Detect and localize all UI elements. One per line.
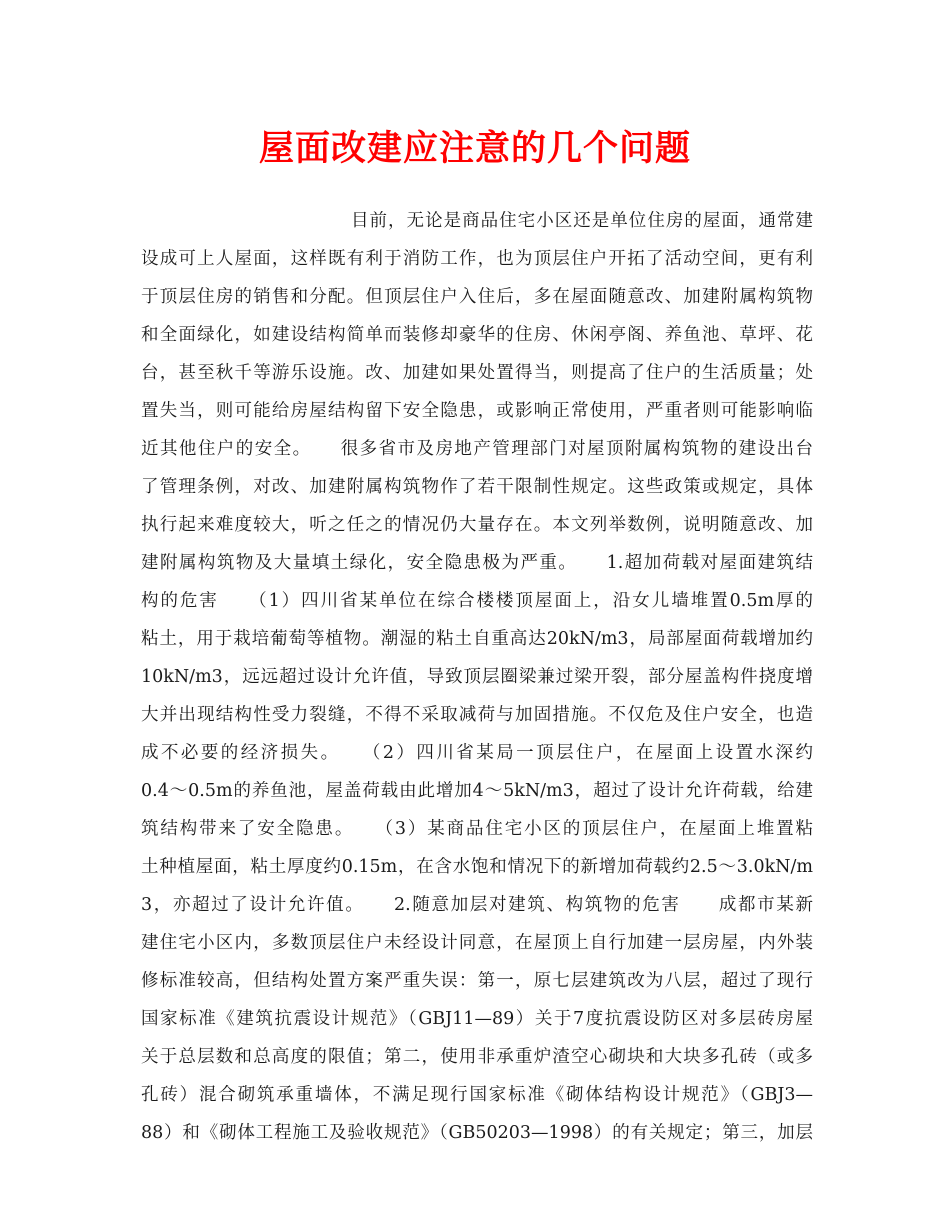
- body-line: 土种植屋面，粘土厚度约0.15m，在含水饱和情况下的新增加荷载约2.5～3.0kN/m: [141, 857, 813, 877]
- body-line: 构的危害 （1）四川省某单位在综合楼楼顶屋面上，沿女儿墙堆置0.5m厚的: [141, 591, 813, 611]
- body-line: 和全面绿化，如建设结构简单而装修却豪华的住房、休闲亭阁、养鱼池、草坪、花: [141, 325, 813, 345]
- body-line: 建附属构筑物及大量填土绿化，安全隐患极为严重。 1.超加荷载对屋面建筑结: [141, 553, 813, 573]
- body-line: 修标准较高，但结构处置方案严重失误：第一，原七层建筑改为八层，超过了现行: [141, 971, 813, 991]
- body-line: 0.4～0.5m的养鱼池，屋盖荷载由此增加4～5kN/m3，超过了设计允许荷载，给建: [141, 781, 813, 801]
- document-body: [141, 202, 813, 1152]
- body-line: 了管理条例，对改、加建附属构筑物作了若干限制性规定。这些政策或规定，具体: [141, 477, 813, 497]
- body-line: 设成可上人屋面，这样既有利于消防工作，也为顶层住户开拓了活动空间，更有利: [141, 249, 813, 269]
- body-line: 粘土，用于栽培葡萄等植物。潮湿的粘土自重高达20kN/m3，局部屋面荷载增加约: [141, 629, 813, 649]
- body-line: 筑结构带来了安全隐患。 （3）某商品住宅小区的顶层住户，在屋面上堆置粘: [141, 819, 813, 839]
- body-line: 目前，无论是商品住宅小区还是单位住房的屋面，通常建: [351, 211, 813, 231]
- body-line: 10kN/m3，远远超过设计允许值，导致顶层圈梁兼过梁开裂，部分屋盖构件挠度增: [141, 667, 813, 687]
- body-line: 置失当，则可能给房屋结构留下安全隐患，或影响正常使用，严重者则可能影响临: [141, 401, 813, 421]
- body-line: 国家标准《建筑抗震设计规范》（GBJ11—89）关于7度抗震设防区对多层砖房屋: [141, 1009, 813, 1029]
- body-line: 执行起来难度较大，听之任之的情况仍大量存在。本文列举数例，说明随意改、加: [141, 515, 813, 535]
- body-line: 关于总层数和总高度的限值；第二，使用非承重炉渣空心砌块和大块多孔砖（或多: [141, 1047, 813, 1067]
- body-line: 孔砖）混合砌筑承重墙体，不满足现行国家标准《砌体结构设计规范》（GBJ3—: [141, 1085, 813, 1105]
- body-line: 于顶层住房的销售和分配。但顶层住户入住后，多在屋面随意改、加建附属构筑物: [141, 287, 813, 307]
- body-line: 成不必要的经济损失。 （2）四川省某局一顶层住户，在屋面上设置水深约: [141, 743, 813, 763]
- body-line: 台，甚至秋千等游乐设施。改、加建如果处置得当，则提高了住户的生活质量；处: [141, 363, 813, 383]
- body-line: 建住宅小区内，多数顶层住户未经设计同意，在屋顶上自行加建一层房屋，内外装: [141, 933, 813, 953]
- body-line: 大并出现结构性受力裂缝，不得不采取减荷与加固措施。不仅危及住户安全，也造: [141, 705, 813, 725]
- body-line: 3，亦超过了设计允许值。 2.随意加层对建筑、构筑物的危害 成都市某新: [141, 895, 813, 915]
- body-line: 88）和《砌体工程施工及验收规范》（GB50203—1998）的有关规定；第三，加层: [141, 1123, 813, 1143]
- document-title: 屋面改建应注意的几个问题: [258, 128, 691, 169]
- body-line: 近其他住户的安全。 很多省市及房地产管理部门对屋顶附属构筑物的建设出台: [141, 439, 813, 459]
